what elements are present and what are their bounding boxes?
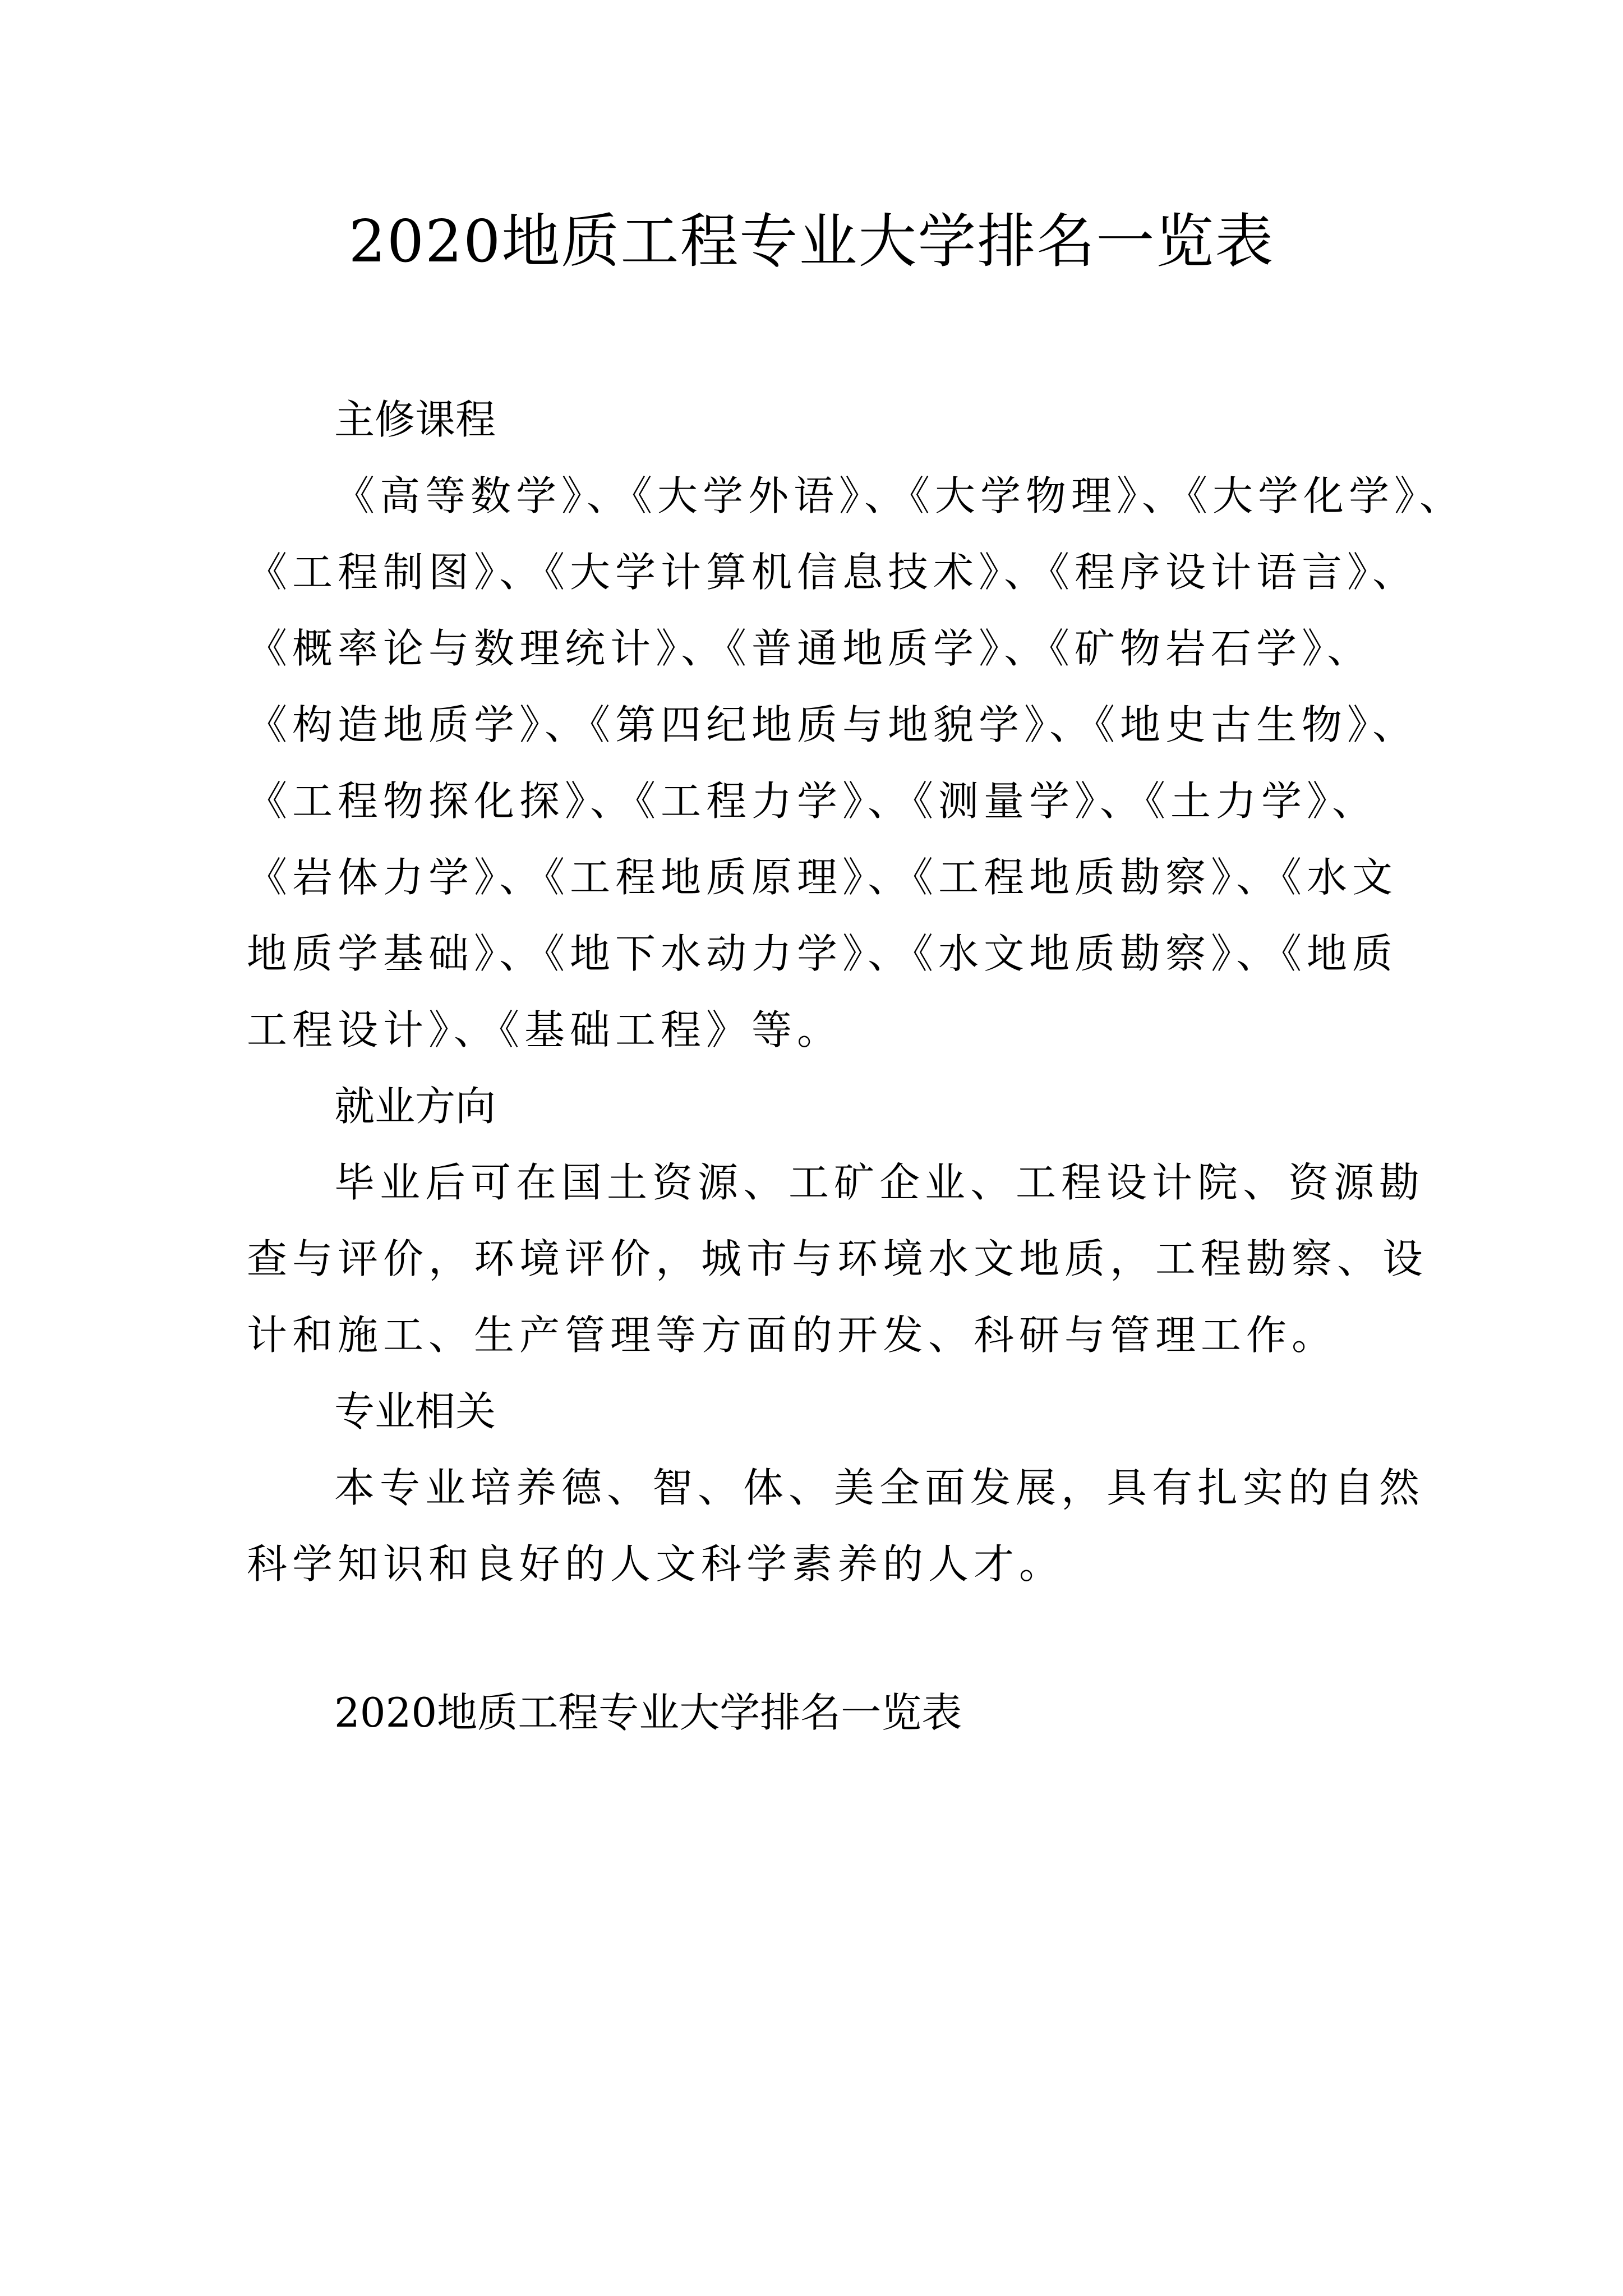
page-title: 2020地质工程专业大学排名一览表 [348,207,1275,275]
text-line: 《工程物探化探》、《工程力学》、《测量学》、《土力学》、 [247,777,1378,825]
text-line: 《岩体力学》、《工程地质原理》、《工程地质勘察》、《水文 [247,854,1398,901]
ranking-subtitle: 2020地质工程专业大学排名一览表 [334,1689,962,1736]
text-line: 地质学基础》、《地下水动力学》、《水文地质勘察》、《地质 [247,930,1398,977]
text-line: 《高等数学》、《大学外语》、《大学物理》、《大学化学》、 [334,472,1465,519]
text-line: 《工程制图》、《大学计算机信息技术》、《程序设计语言》、 [247,549,1418,596]
text-line: 科学知识和良好的人文科学素养的人才。 [247,1540,1065,1588]
document-body [247,381,1465,1602]
text-line: 《构造地质学》、《第四纪地质与地貌学》、《地史古生物》、 [247,701,1418,748]
section-heading-careers: 就业方向 [334,1083,496,1130]
text-line: 《概率论与数理统计》、《普通地质学》、《矿物岩石学》、 [247,625,1373,672]
text-line: 工程设计》、《基础工程》等。 [247,1006,843,1053]
section-body-courses [247,458,1465,1068]
section-heading-related: 专业相关 [334,1388,496,1435]
section-body-careers [247,1144,1428,1373]
text-line: 查与评价，环境评价，城市与环境水文地质，工程勘察、设 [247,1235,1428,1282]
text-line: 本专业培养德、智、体、美全面发展，具有扎实的自然 [334,1464,1425,1511]
section-body-related [247,1450,1425,1602]
text-line: 计和施工、生产管理等方面的开发、科研与管理工作。 [247,1312,1338,1359]
section-heading-courses: 主修课程 [334,396,496,443]
text-line: 毕业后可在国土资源、工矿企业、工程设计院、资源勘 [334,1159,1425,1206]
